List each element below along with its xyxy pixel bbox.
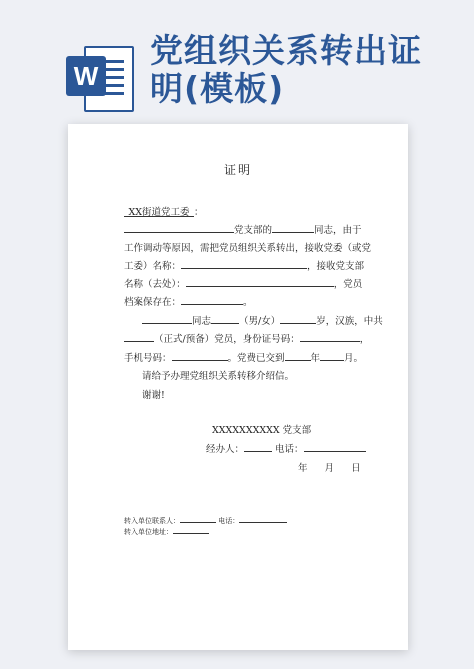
text-receiving-committee: 工委）名称： <box>124 261 182 272</box>
signature-handler-line <box>206 441 366 455</box>
member-name-blank <box>272 222 314 233</box>
text-date-month: 月 <box>324 463 335 474</box>
footer-contact-blank <box>180 514 216 523</box>
paragraph-line-9: 请给予办理党组织关系转移介绍信。 <box>142 371 295 382</box>
branch-name-blank <box>124 222 234 233</box>
text-month: 月。 <box>344 353 364 364</box>
signature-organization <box>212 422 311 436</box>
header-banner <box>0 0 474 120</box>
word-document-icon <box>62 42 134 114</box>
document-title: 证明 <box>223 163 252 177</box>
text-footer-address: 转入单位地址： <box>124 528 173 536</box>
handler-phone-blank <box>304 441 366 452</box>
archive-blank <box>181 294 243 305</box>
recipient-suffix: 街道党工委 <box>142 207 190 218</box>
paragraph-line-5 <box>124 294 253 308</box>
title-line-2: 明(模板) <box>150 69 285 108</box>
paragraph-line-4 <box>124 276 362 290</box>
signature-date <box>298 460 361 474</box>
text-receiving-branch: ，接收党支部 <box>307 261 365 272</box>
title-line-1: 党组织关系转出证 <box>150 31 422 70</box>
recipient-colon: ： <box>194 207 204 218</box>
name-blank <box>142 313 192 324</box>
sign-org-name: XXXXXXXXXX <box>212 425 280 436</box>
text-footer-phone: 电话： <box>218 517 240 525</box>
text-date-year: 年 <box>298 463 308 474</box>
text-comrade: 同志 <box>192 316 212 327</box>
text-phone-number: 手机号码： <box>124 353 172 364</box>
recipient-prefix: XX <box>128 207 142 218</box>
text-dues-paid: 。党费已交到 <box>227 353 285 364</box>
text-id-number: （正式/预备）党员，身份证号码： <box>154 334 300 345</box>
text-comrade-due-to: 同志，由于 <box>314 225 362 236</box>
footer-address-blank <box>173 525 209 534</box>
dues-year-blank <box>285 350 311 361</box>
destination-blank <box>186 276 334 287</box>
age-blank <box>280 313 316 324</box>
text-archive: 档案保存在： <box>124 297 182 308</box>
text-destination: 名称（去处）： <box>124 279 186 290</box>
sign-dept: 党支部 <box>282 425 312 436</box>
paragraph-line-6 <box>142 313 383 327</box>
text-comma: ， <box>359 334 370 345</box>
text-date-day: 日 <box>351 463 361 474</box>
document-paper <box>68 124 408 650</box>
text-branch-of: 党支部的 <box>234 225 273 236</box>
paragraph-line-3 <box>124 258 364 272</box>
text-member: ，党员 <box>333 279 363 290</box>
receiving-committee-blank <box>181 258 307 269</box>
dues-month-blank <box>320 350 344 361</box>
text-age-ethnicity: 岁，汉族，中共 <box>316 316 383 327</box>
gender-blank <box>211 313 239 324</box>
recipient-line <box>124 204 204 218</box>
paragraph-line-2: 工作调动等原因，需把党员组织关系转出，接收党委（或党 <box>124 243 372 254</box>
footer-phone-blank <box>239 514 287 523</box>
text-gender: （男/女） <box>239 316 281 327</box>
text-footer-contact: 转入单位联系人： <box>124 517 180 525</box>
member-status-blank <box>124 331 154 342</box>
phone-number-blank <box>172 350 228 361</box>
text-year: 年 <box>310 353 321 364</box>
paragraph-line-10: 谢谢! <box>142 390 165 401</box>
text-period: 。 <box>243 297 253 308</box>
text-phone: 电话： <box>275 444 304 455</box>
footer-address-line <box>124 525 209 537</box>
id-number-blank <box>300 331 360 342</box>
page-title <box>150 32 460 108</box>
recipient-field <box>124 204 194 217</box>
paragraph-line-7 <box>124 331 369 345</box>
handler-blank <box>244 441 272 452</box>
word-badge: W <box>66 56 106 96</box>
paragraph-line-8 <box>124 350 363 364</box>
text-handler: 经办人： <box>206 444 245 455</box>
paragraph-line-1 <box>124 222 362 236</box>
